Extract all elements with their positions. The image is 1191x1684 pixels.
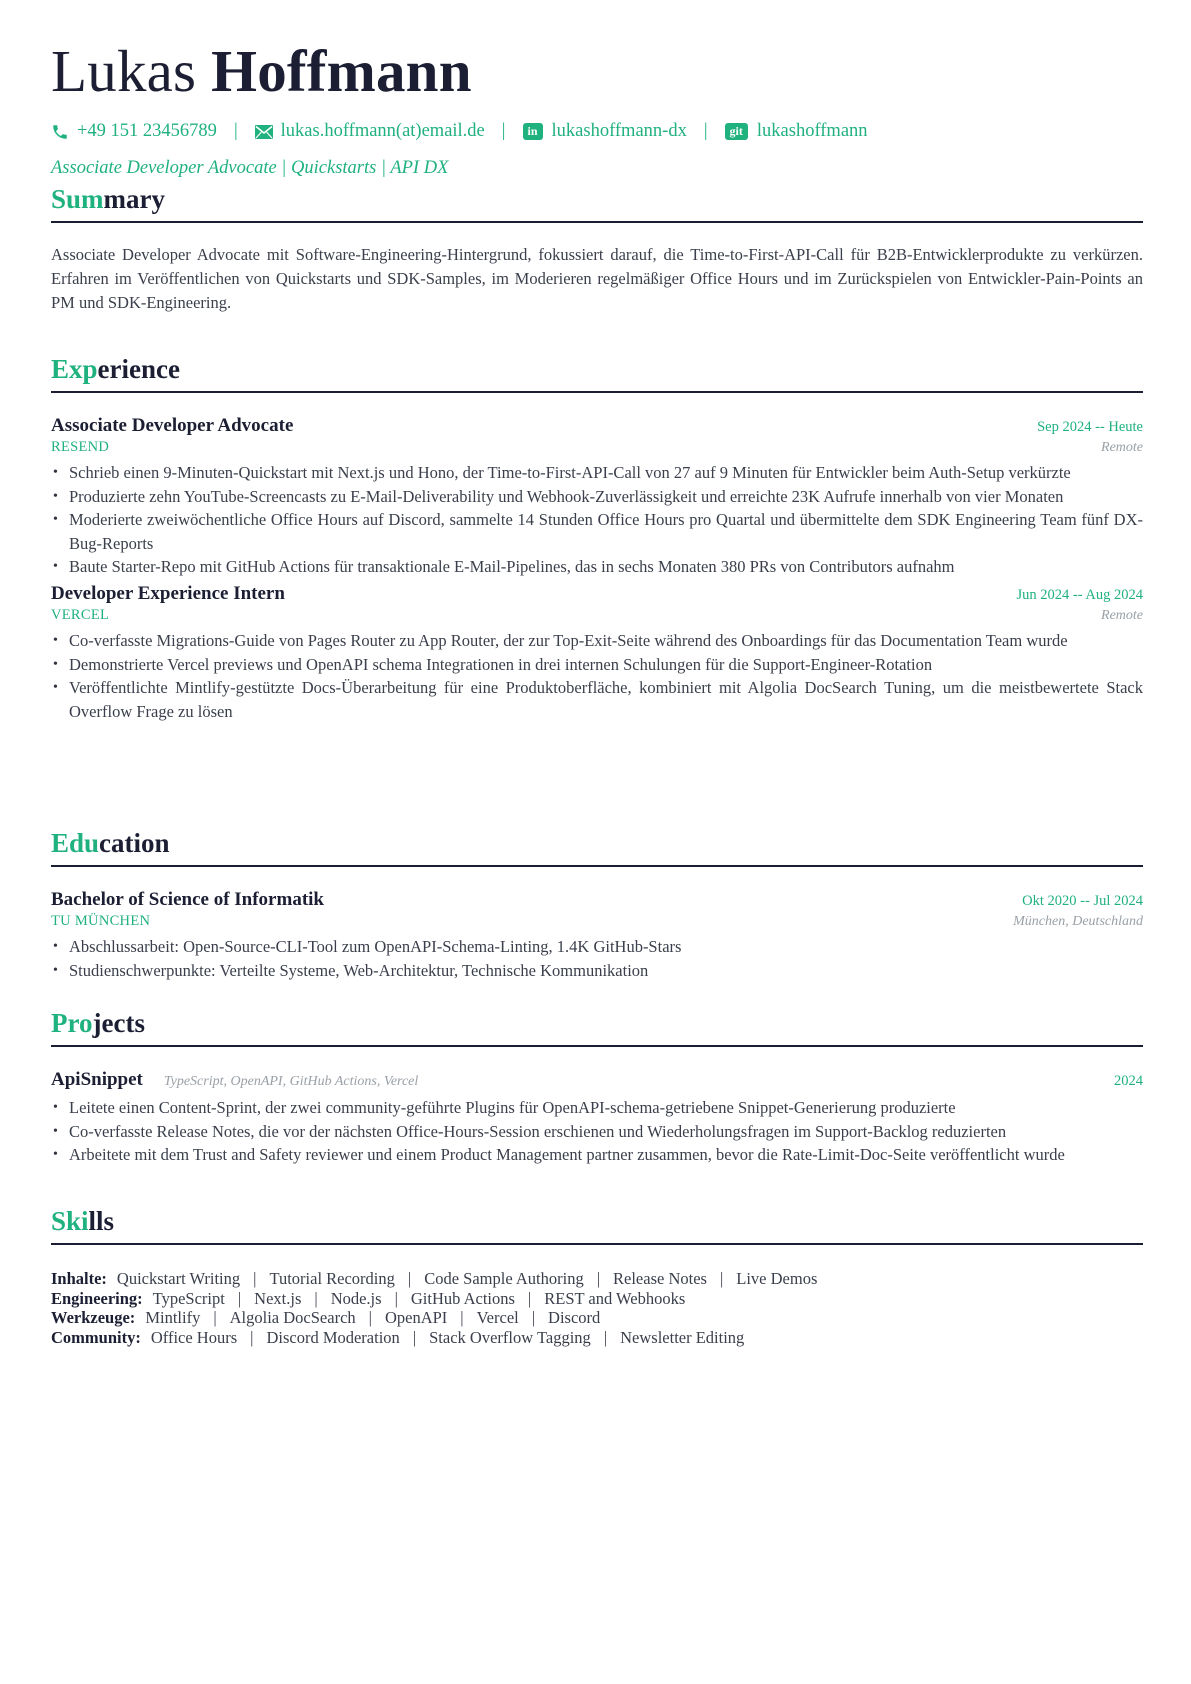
last-name: Hoffmann: [211, 38, 472, 104]
experience-section: [51, 356, 1143, 723]
linkedin-icon: in: [523, 123, 543, 140]
list-item: • Studienschwerpunkte: Verteilte Systeme, Web-Architektur, Technische Kommunikation: [51, 959, 1143, 983]
github-handle: lukashoffmann: [756, 121, 868, 141]
skill-row: [51, 1308, 1143, 1328]
job-location: Remote: [1101, 607, 1143, 623]
bullet-list: [51, 1096, 1143, 1167]
education-dates: Okt 2020 -- Jul 2024: [1022, 893, 1143, 909]
skill-separator: |: [412, 1327, 417, 1347]
skill-separator: |: [253, 1269, 257, 1288]
experience-entry: [51, 583, 1143, 723]
email-address: lukas.hoffmann(at)email.de: [280, 121, 485, 141]
skill-item: Discord: [548, 1308, 601, 1327]
section-title: Skills: [51, 1206, 115, 1236]
job-location: Remote: [1101, 440, 1143, 455]
contact-bar: [51, 121, 1143, 142]
skills-list: [51, 1269, 1143, 1347]
job-title: Associate Developer Advocate: [51, 415, 294, 436]
education-entry: [51, 889, 1143, 982]
section-title: Summary: [51, 184, 166, 214]
skill-item: Live Demos: [736, 1269, 818, 1288]
skill-item: Mintlify: [145, 1308, 201, 1327]
skill-separator: |: [596, 1269, 601, 1288]
skill-separator: |: [527, 1288, 532, 1308]
skill-item: Discord Moderation: [266, 1327, 400, 1347]
list-item: • Co-verfasste Migrations-Guide von Pages Router zu App Router, der zur Top-Exit-Seite während des Onboardings für das Documentation Team wurde: [51, 629, 1143, 653]
skill-item: TypeScript: [152, 1288, 225, 1308]
linkedin-contact[interactable]: [523, 121, 687, 142]
job-title: Developer Experience Intern: [51, 582, 285, 604]
section-title: Experience: [51, 354, 180, 384]
section-divider: [51, 1045, 1143, 1047]
education-section: [51, 830, 1143, 982]
skill-separator: |: [719, 1269, 724, 1288]
section-divider: [51, 391, 1143, 393]
skill-separator: |: [368, 1308, 372, 1327]
skill-separator: |: [603, 1327, 608, 1347]
list-item: • Demonstrierte Vercel previews und OpenAPI schema Integrationen in drei internen Schulungen für die Support-Engineer-Rotation: [51, 653, 1143, 677]
list-item: • Arbeitete mit dem Trust and Safety reviewer und einem Product Management partner zusammen, bevor die Rate-Limit-Doc-Seite veröffentlicht wurde: [51, 1143, 1143, 1167]
skill-category: Inhalte:: [51, 1269, 107, 1288]
contact-separator: |: [233, 121, 238, 141]
skill-row: [51, 1328, 1143, 1348]
skill-item: Office Hours: [150, 1327, 238, 1347]
headline-tagline: Associate Developer Advocate | Quickstarts | API DX: [51, 158, 449, 178]
project-tech-stack: TypeScript, OpenAPI, GitHub Actions, Vercel: [163, 1074, 419, 1089]
project-date: 2024: [1114, 1073, 1143, 1089]
company-name: RESEND: [51, 439, 110, 455]
skill-item: Stack Overflow Tagging: [429, 1327, 591, 1347]
contact-separator: |: [703, 121, 708, 141]
list-item: • Moderierte zweiwöchentliche Office Hours auf Discord, sammelte 14 Stunden Office Hours pro Quartal und übermittelte dem SDK Engineering Team fünf DX-Bug-Reports: [51, 508, 1143, 555]
envelope-icon: [255, 125, 273, 139]
git-icon: git: [725, 123, 748, 140]
list-item: • Co-verfasste Release Notes, die vor der nächsten Office-Hours-Session erschienen und Wiederholungsfragen im Support-Backlog reduzierten: [51, 1120, 1143, 1144]
skill-separator: |: [531, 1308, 536, 1327]
skill-separator: |: [314, 1288, 318, 1308]
skill-item: Vercel: [476, 1308, 519, 1327]
contact-separator: |: [501, 121, 506, 141]
skill-item: Tutorial Recording: [269, 1269, 395, 1288]
skill-category: Engineering:: [51, 1288, 143, 1308]
skill-separator: |: [237, 1288, 242, 1308]
section-divider: [51, 221, 1143, 223]
skill-item: Quickstart Writing: [116, 1269, 241, 1288]
skill-item: Node.js: [330, 1288, 382, 1308]
skill-item: Release Notes: [613, 1269, 707, 1288]
resume-page: [51, 36, 1143, 1347]
bullet-list: [51, 461, 1143, 579]
list-item: • Schrieb einen 9-Minuten-Quickstart mit Next.js und Hono, der Time-to-First-API-Call von 27 auf 9 Minuten für Entwickler beim Auth-Setup verkürzte: [51, 461, 1143, 485]
list-item: • Leitete einen Content-Sprint, der zwei community-geführte Plugins für OpenAPI-schema-getriebene Snippet-Generierung produzierte: [51, 1096, 1143, 1120]
skill-row: [51, 1269, 1143, 1289]
skill-item: OpenAPI: [384, 1308, 448, 1327]
section-divider: [51, 1243, 1143, 1245]
email-contact[interactable]: [255, 121, 485, 142]
skill-item: Newsletter Editing: [620, 1327, 745, 1347]
skill-separator: |: [394, 1288, 398, 1308]
section-title: Projects: [51, 1008, 145, 1038]
phone-number: +49 151 23456789: [77, 121, 217, 141]
skill-separator: |: [407, 1269, 412, 1288]
job-dates: Jun 2024 -- Aug 2024: [1016, 586, 1143, 603]
skills-section: [51, 1208, 1143, 1347]
candidate-name: [51, 38, 1143, 104]
school-name: TU MÜNCHEN: [51, 913, 151, 929]
degree-title: Bachelor of Science of Informatik: [51, 889, 324, 910]
phone-contact[interactable]: [51, 121, 217, 142]
skill-separator: |: [460, 1308, 464, 1327]
list-item: • Baute Starter-Repo mit GitHub Actions für transaktionale E-Mail-Pipelines, das in sechs Monaten 380 PRs von Contributors aufnahm: [51, 555, 1143, 579]
company-name: VERCEL: [51, 606, 110, 623]
summary-text: Associate Developer Advocate mit Software-Engineering-Hintergrund, fokussiert darauf, die Time-to-First-API-Call für B2B-Entwicklerprodukte zu verkürzen. Erfahren im Veröffentlichen von Quickstarts und SDK-Samples, im Moderieren regelmäßiger Office Hours und im Zurückspielen von Entwickler-Pain-Points an PM und SDK-Engineering.: [51, 245, 1143, 312]
list-item: • Produzierte zehn YouTube-Screencasts zu E-Mail-Deliverability und Webhook-Zuverlässigkeit und erreichte 23K Aufrufe innerhalb von vier Monaten: [51, 485, 1143, 509]
skill-item: Algolia DocSearch: [229, 1308, 356, 1327]
skill-category: Werkzeuge:: [51, 1308, 136, 1327]
skill-row: [51, 1289, 1143, 1309]
skill-separator: |: [213, 1308, 217, 1327]
skill-item: REST and Webhooks: [544, 1288, 686, 1308]
skill-item: Code Sample Authoring: [424, 1269, 584, 1288]
school-location: München, Deutschland: [1013, 914, 1143, 929]
section-title: Education: [51, 828, 170, 858]
project-title: ApiSnippet: [51, 1069, 143, 1090]
linkedin-handle: lukashoffmann-dx: [551, 121, 687, 141]
skill-item: GitHub Actions: [410, 1288, 515, 1308]
job-dates: Sep 2024 -- Heute: [1037, 419, 1143, 435]
list-item: • Abschlussarbeit: Open-Source-CLI-Tool zum OpenAPI-Schema-Linting, 1.4K GitHub-Stars: [51, 935, 1143, 959]
skill-item: Next.js: [254, 1288, 302, 1308]
skill-category: Community:: [51, 1327, 141, 1347]
experience-entry: [51, 415, 1143, 579]
list-item: • Veröffentlichte Mintlify-gestützte Docs-Überarbeitung für eine Produktoberfläche, kombiniert mit Algolia DocSearch Tuning, um die meistbewertete Stack Overflow Frage zu lösen: [51, 676, 1143, 723]
bullet-list: [51, 629, 1143, 723]
bullet-list: [51, 935, 1143, 982]
first-name: Lukas: [51, 38, 197, 104]
phone-icon: [51, 123, 69, 141]
section-divider: [51, 865, 1143, 867]
projects-section: [51, 1010, 1143, 1167]
summary-section: [51, 186, 1143, 315]
project-entry: [51, 1069, 1143, 1167]
skill-separator: |: [250, 1327, 254, 1347]
github-contact[interactable]: [725, 121, 868, 142]
